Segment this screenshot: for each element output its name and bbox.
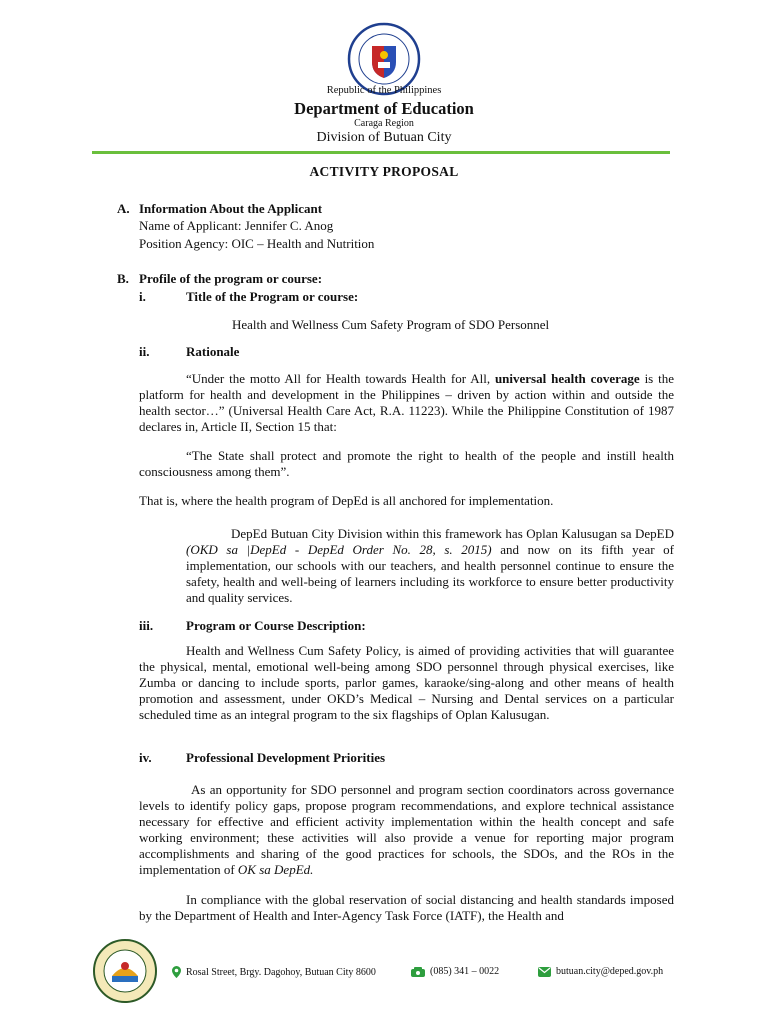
subsection-i-number: i. (139, 289, 146, 304)
subsection-i-heading: Title of the Program or course: (186, 289, 359, 304)
subsection-iv-number: iv. (139, 750, 152, 765)
subsection-iii-number: iii. (139, 618, 154, 633)
priorities-paragraph-2: In compliance with the global reservation of social distancing and health standards imposed by the Department of Health and Inter-Agency Task Force (IATF), the Health and (139, 892, 674, 923)
applicant-position: Position Agency: OIC – Health and Nutrition (139, 236, 375, 251)
rationale-paragraph-4: DepEd Butuan City Division within this framework has Oplan Kalusugan sa DepED (OKD sa |DepEd - DepEd Order No. 28, s. 2015) and now on its fifth year of implementation, our schools with our teachers, and health personnel continue to ensure the safety, health and well-being of learners including its workforce to ensure better productivity and quality services. (186, 526, 674, 605)
section-b-heading: Profile of the program or course: (139, 271, 323, 286)
section-b-label: B. (117, 271, 129, 286)
subsection-iii-heading: Program or Course Description: (186, 618, 366, 633)
footer-address (172, 966, 376, 978)
section-a-label: A. (117, 201, 130, 216)
subsection-ii-number: ii. (139, 344, 150, 359)
department-name: Department of Education (294, 99, 474, 118)
location-pin-icon (172, 966, 181, 978)
page-title: ACTIVITY PROPOSAL (309, 164, 459, 179)
division-name: Division of Butuan City (316, 130, 452, 145)
rationale-paragraph-1: “Under the motto All for Health towards Health for All, universal health coverage is the platform for health and development in the Philippines – driven by action within and outside the health sector…” (Universal Health Care Act, R.A. 11223). While the Philippine Constitution of 1987 declares in, Article II, Section 15 that: (139, 371, 674, 434)
priorities-paragraph-1: As an opportunity for SDO personnel and program section coordinators across governance levels to identify policy gaps, propose program recommendations, and explore technical assistance necessary for effective and efficient activity implementation within the health concept and safe working environment; these activities will also provide a venue for reporting major program accomplishments and sharing of the good practices for schools, the SDOs, and the ROs in the implementation of OK sa DepEd. (139, 782, 674, 877)
subsection-ii-heading: Rationale (186, 344, 240, 359)
footer-phone (411, 966, 499, 977)
applicant-name: Name of Applicant: Jennifer C. Anog (139, 218, 334, 233)
program-title: Health and Wellness Cum Safety Program of SDO Personnel (232, 317, 550, 332)
subsection-iv-heading: Professional Development Priorities (186, 750, 386, 765)
footer-email-text[interactable]: butuan.city@deped.gov.ph (556, 966, 664, 977)
region-name: Caraga Region (354, 118, 414, 129)
footer-phone-text: (085) 341 – 0022 (430, 966, 500, 977)
republic-line: Republic of the Philippines (326, 85, 442, 96)
footer-email (538, 966, 663, 977)
header-divider (92, 151, 670, 154)
footer-address-text: Rosal Street, Brgy. Dagohoy, Butuan City 8600 (186, 966, 376, 978)
program-description: Health and Wellness Cum Safety Policy, is aimed of providing activities that will guarantee the physical, mental, emotional well-being among SDO personnel through physical exercises, like Zumba or dancing to include sports, parlor games, karaoke/sing-along and other means of health promotion and assessment, under OKD’s Medical – Nursing and Dental services on a particular scheduled time as an integral program to the six flagships of Oplan Kalusugan. (139, 643, 674, 722)
rationale-paragraph-3: That is, where the health program of DepEd is all anchored for implementation. (139, 493, 554, 508)
telephone-icon (411, 967, 425, 977)
email-icon (538, 967, 551, 977)
section-a-heading: Information About the Applicant (139, 201, 323, 216)
division-seal (92, 938, 158, 1004)
constitution-quote: “The State shall protect and promote the right to health of the people and instill health consciousness among them”. (139, 448, 674, 479)
